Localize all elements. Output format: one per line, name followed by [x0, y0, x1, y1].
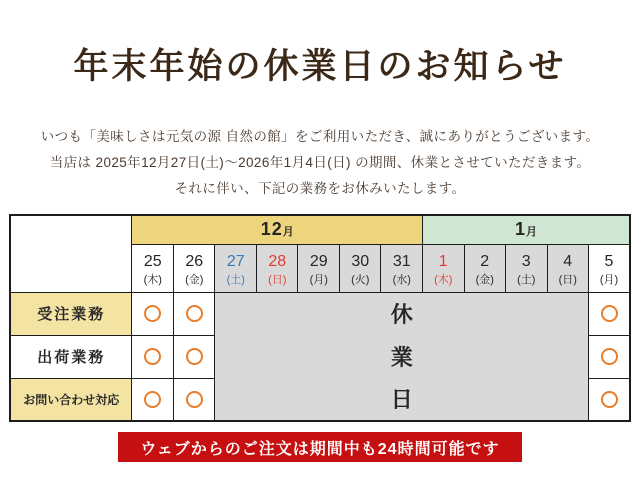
date-cell-dec-29	[298, 244, 340, 292]
row-label-shipping-operations: 出荷業務	[10, 335, 132, 378]
open-cell	[173, 292, 215, 335]
date-day: 28	[268, 252, 287, 270]
date-dow: (火)	[351, 273, 370, 286]
intro-line-3: それに伴い、下記の業務をお休みいたします。	[174, 181, 466, 196]
date-day: 26	[185, 252, 204, 270]
date-day: 30	[351, 252, 370, 270]
closed-label	[215, 293, 588, 420]
date-cell-dec-26	[173, 244, 215, 292]
date-cell-jan-5	[589, 244, 631, 292]
open-circle-icon	[601, 348, 618, 365]
month-unit: 月	[282, 226, 294, 239]
open-circle-icon	[186, 305, 203, 322]
month-unit: 月	[526, 226, 537, 239]
open-cell	[173, 378, 215, 421]
date-day: 31	[392, 252, 411, 270]
open-circle-icon	[144, 305, 161, 322]
open-cell	[589, 335, 631, 378]
date-dow: (月)	[309, 273, 328, 286]
date-dow: (水)	[392, 273, 411, 286]
date-cell-jan-4	[547, 244, 589, 292]
date-day: 25	[143, 252, 162, 270]
date-cell-dec-25	[132, 244, 174, 292]
open-cell	[589, 292, 631, 335]
page-title: 年末年始の休業日のお知らせ	[73, 47, 567, 86]
month-header-january	[423, 215, 631, 244]
date-dow: (日)	[268, 273, 287, 286]
date-cell-dec-31	[381, 244, 423, 292]
date-cell-jan-2	[464, 244, 506, 292]
date-dow: (土)	[226, 273, 245, 286]
intro-text	[0, 124, 640, 202]
holiday-notice-page	[0, 44, 640, 485]
month-number: 1	[514, 219, 526, 240]
date-dow: (金)	[185, 273, 204, 286]
date-dow: (木)	[143, 273, 162, 286]
open-circle-icon	[144, 348, 161, 365]
date-cell-dec-27	[215, 244, 257, 292]
month-number: 12	[260, 219, 283, 240]
open-cell	[132, 335, 174, 378]
closed-char: 休	[390, 302, 413, 328]
date-day: 4	[563, 252, 573, 270]
open-circle-icon	[144, 391, 161, 408]
corner-cell	[10, 215, 132, 292]
open-cell	[173, 335, 215, 378]
date-dow: (金)	[475, 273, 494, 286]
open-circle-icon	[186, 348, 203, 365]
open-cell	[132, 378, 174, 421]
row-label-inquiry-support: お問い合わせ対応	[10, 378, 132, 421]
open-cell	[589, 378, 631, 421]
intro-line-2: 当店は 2025年12月27日(土)～2026年1月4日(日) の期間、休業とさせていただきます。	[49, 155, 591, 170]
month-header-december	[132, 215, 423, 244]
date-day: 29	[309, 252, 328, 270]
open-cell	[132, 292, 174, 335]
closed-period-cell	[215, 292, 589, 421]
date-dow: (日)	[558, 273, 577, 286]
holiday-calendar-table	[9, 214, 631, 422]
date-day: 5	[604, 252, 614, 270]
date-day: 2	[480, 252, 490, 270]
open-circle-icon	[601, 305, 618, 322]
closed-char: 日	[390, 387, 413, 413]
web-order-banner: ウェブからのご注文は期間中も24時間可能です	[118, 432, 522, 462]
row-label-order-operations: 受注業務	[10, 292, 132, 335]
closed-char: 業	[390, 344, 413, 370]
date-cell-jan-3	[506, 244, 548, 292]
date-dow: (土)	[517, 273, 536, 286]
intro-line-1: いつも「美味しさは元気の源 自然の館」をご利用いただき、誠にありがとうございます。	[40, 129, 600, 144]
open-circle-icon	[186, 391, 203, 408]
date-day: 27	[226, 252, 245, 270]
date-cell-jan-1	[423, 244, 465, 292]
date-cell-dec-30	[339, 244, 381, 292]
date-day: 3	[521, 252, 531, 270]
date-dow: (木)	[434, 273, 453, 286]
open-circle-icon	[601, 391, 618, 408]
date-day: 1	[438, 252, 448, 270]
date-cell-dec-28	[256, 244, 298, 292]
date-dow: (月)	[599, 273, 619, 286]
